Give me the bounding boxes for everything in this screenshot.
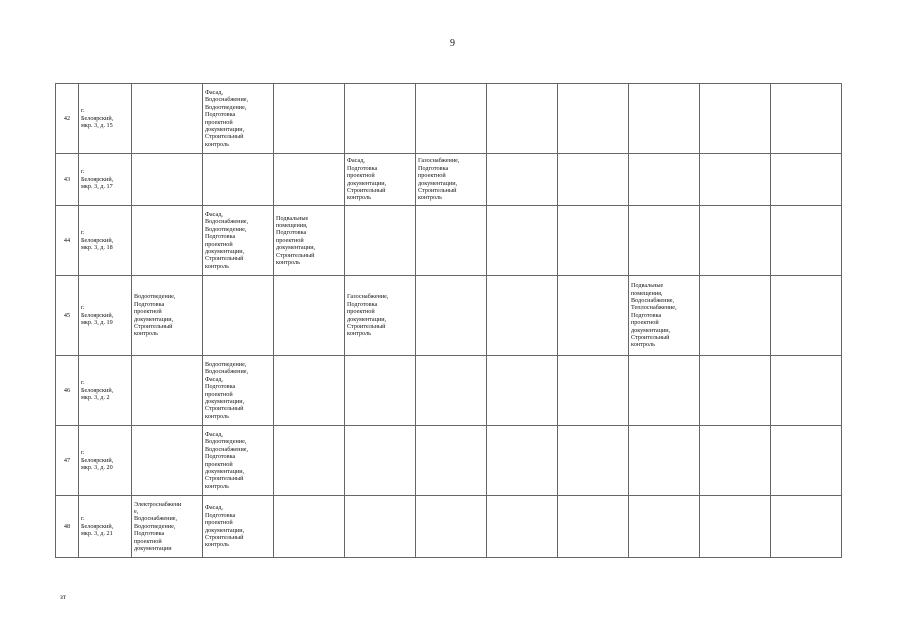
work-cell	[416, 356, 487, 426]
work-line: Водоснабжение,	[631, 296, 675, 304]
address-line: мкр. 3, д. 15	[81, 122, 113, 130]
table-row	[56, 84, 842, 154]
address-line: г.	[81, 229, 85, 237]
work-line: Фасад,	[205, 210, 223, 218]
address-cell	[79, 206, 132, 276]
work-cell	[416, 206, 487, 276]
work-cell	[132, 206, 203, 276]
work-cell	[700, 206, 771, 276]
address-cell	[79, 426, 132, 496]
work-cell	[345, 84, 416, 154]
address-line: Белоярский,	[81, 114, 114, 122]
work-line: Водоснабжение,	[205, 368, 249, 376]
work-line: Строительный	[134, 322, 173, 330]
work-cell	[700, 426, 771, 496]
work-cell	[629, 496, 700, 558]
work-line: проектной	[418, 172, 446, 180]
work-line: Строительный	[205, 255, 244, 263]
work-line: документации,	[205, 397, 245, 405]
work-line: документации,	[205, 526, 245, 534]
address-cell	[79, 276, 132, 356]
work-line: проектной	[205, 460, 233, 468]
work-line: Строительный	[418, 186, 457, 194]
work-line: Подготовка	[205, 383, 236, 391]
work-line: документации,	[205, 247, 245, 255]
row-number: 44	[56, 206, 79, 276]
address-cell	[79, 356, 132, 426]
address-line: мкр. 3, д. 18	[81, 244, 113, 252]
work-line: проектной	[347, 172, 375, 180]
work-line: Электроснабжени	[134, 500, 182, 508]
work-cell	[132, 154, 203, 206]
work-line: Газоснабжение,	[347, 293, 389, 301]
address-line: г.	[81, 449, 85, 457]
work-line: контроль	[347, 330, 371, 338]
work-cell	[132, 276, 203, 356]
work-line: контроль	[205, 140, 229, 148]
work-line: документации,	[134, 315, 174, 323]
row-number: 46	[56, 356, 79, 426]
work-line: контроль	[134, 330, 158, 338]
work-line: Водоотведение,	[205, 225, 247, 233]
address-line: Белоярский,	[81, 522, 114, 530]
work-line: Фасад,	[205, 504, 223, 512]
work-line: Подвальные	[276, 214, 309, 222]
work-line: Строительный	[205, 405, 244, 413]
work-cell	[629, 84, 700, 154]
work-line: Подготовка	[134, 300, 165, 308]
work-cell	[558, 356, 629, 426]
work-line: документации,	[631, 326, 671, 334]
table-row	[56, 356, 842, 426]
address-line: Белоярский,	[81, 456, 114, 464]
work-line: Подготовка	[631, 311, 662, 319]
address-line: Белоярский,	[81, 386, 114, 394]
work-line: Водоотведение,	[134, 293, 176, 301]
work-line: Строительный	[347, 186, 386, 194]
work-cell	[203, 276, 274, 356]
table-row	[56, 276, 842, 356]
work-cell	[132, 426, 203, 496]
work-cell	[629, 206, 700, 276]
work-cell	[487, 84, 558, 154]
work-cell	[274, 276, 345, 356]
work-line: Газоснабжение,	[418, 157, 460, 165]
work-cell	[700, 84, 771, 154]
work-cell	[487, 276, 558, 356]
work-line: проектной	[205, 118, 233, 126]
work-cell	[345, 356, 416, 426]
address-cell	[79, 496, 132, 558]
work-line: контроль	[205, 262, 229, 270]
work-line: Подготовка	[205, 233, 236, 241]
work-line: е,	[134, 507, 139, 515]
work-cell	[132, 84, 203, 154]
work-line: документации,	[205, 125, 245, 133]
address-line: г.	[81, 304, 85, 312]
work-line: контроль	[205, 482, 229, 490]
work-cell	[700, 154, 771, 206]
work-cell	[203, 356, 274, 426]
work-line: документации,	[276, 244, 316, 252]
address-line: мкр. 3, д. 19	[81, 319, 113, 327]
work-line: помещения,	[631, 289, 663, 297]
work-line: документации,	[418, 179, 458, 187]
work-line: проектной	[134, 537, 162, 545]
address-line: мкр. 3, д. 2	[81, 394, 110, 402]
work-cell	[558, 496, 629, 558]
work-cell	[416, 276, 487, 356]
work-line: документации	[134, 545, 172, 553]
work-line: Подготовка	[205, 111, 236, 119]
work-cell	[416, 496, 487, 558]
work-cell	[274, 426, 345, 496]
work-line: Фасад,	[205, 88, 223, 96]
work-cell	[274, 356, 345, 426]
work-line: Строительный	[631, 334, 670, 342]
work-cell	[345, 276, 416, 356]
work-cell	[629, 356, 700, 426]
work-cell	[771, 276, 842, 356]
work-cell	[345, 154, 416, 206]
work-cell	[203, 496, 274, 558]
address-line: г.	[81, 168, 85, 176]
work-line: Строительный	[276, 251, 315, 259]
work-cell	[487, 206, 558, 276]
work-cell	[416, 84, 487, 154]
work-line: Строительный	[205, 533, 244, 541]
work-cell	[629, 154, 700, 206]
address-cell	[79, 84, 132, 154]
work-line: контроль	[418, 194, 442, 202]
work-cell	[487, 496, 558, 558]
work-line: контроль	[205, 412, 229, 420]
work-line: Подготовка	[347, 164, 378, 172]
work-cell	[700, 276, 771, 356]
work-line: Водоснабжение,	[134, 515, 178, 523]
work-line: контроль	[631, 341, 655, 349]
work-line: Водоотведение,	[134, 522, 176, 530]
work-line: документации,	[347, 179, 387, 187]
address-cell	[79, 154, 132, 206]
row-number: 48	[56, 496, 79, 558]
work-cell	[274, 206, 345, 276]
row-number: 42	[56, 84, 79, 154]
work-cell	[345, 496, 416, 558]
work-line: Водоснабжение,	[205, 445, 249, 453]
work-cell	[345, 206, 416, 276]
address-line: Белоярский,	[81, 175, 114, 183]
work-line: Теплоснабжение,	[631, 304, 677, 312]
table-row	[56, 154, 842, 206]
table-row	[56, 496, 842, 558]
work-cell	[700, 496, 771, 558]
work-line: Подготовка	[418, 164, 449, 172]
work-line: Строительный	[347, 322, 386, 330]
work-cell	[132, 496, 203, 558]
work-line: помещения,	[276, 221, 308, 229]
row-number: 45	[56, 276, 79, 356]
work-line: проектной	[205, 519, 233, 527]
work-cell	[203, 426, 274, 496]
work-cell	[487, 154, 558, 206]
work-cell	[416, 426, 487, 496]
work-line: Подготовка	[134, 530, 165, 538]
work-cell	[558, 426, 629, 496]
address-line: мкр. 3, д. 20	[81, 464, 113, 472]
work-line: контроль	[276, 259, 300, 267]
work-cell	[771, 206, 842, 276]
work-line: Подготовка	[205, 511, 236, 519]
work-cell	[771, 356, 842, 426]
row-number: 47	[56, 426, 79, 496]
work-line: проектной	[631, 319, 659, 327]
work-cell	[771, 496, 842, 558]
work-line: Водоотведение,	[205, 360, 247, 368]
work-line: Подготовка	[276, 229, 307, 237]
work-cell	[203, 84, 274, 154]
work-cell	[558, 206, 629, 276]
work-cell	[416, 154, 487, 206]
address-line: Белоярский,	[81, 311, 114, 319]
work-line: контроль	[347, 194, 371, 202]
work-line: Фасад,	[205, 375, 223, 383]
work-cell	[558, 154, 629, 206]
work-line: проектной	[205, 390, 233, 398]
work-line: Строительный	[205, 133, 244, 141]
work-line: документации,	[205, 467, 245, 475]
work-line: проектной	[347, 308, 375, 316]
work-line: контроль	[205, 541, 229, 549]
address-line: Белоярский,	[81, 236, 114, 244]
address-line: г.	[81, 107, 85, 115]
work-line: Фасад,	[205, 430, 223, 438]
work-line: Подготовка	[347, 300, 378, 308]
row-number: 43	[56, 154, 79, 206]
work-cell	[203, 154, 274, 206]
work-line: проектной	[134, 308, 162, 316]
footer-mark: зт	[60, 593, 66, 601]
work-line: Водоотведение,	[205, 103, 247, 111]
work-cell	[274, 84, 345, 154]
work-cell	[345, 426, 416, 496]
work-line: документации,	[347, 315, 387, 323]
work-cell	[771, 426, 842, 496]
work-line: проектной	[276, 236, 304, 244]
work-line: Водоснабжение,	[205, 218, 249, 226]
work-cell	[771, 84, 842, 154]
work-cell	[487, 426, 558, 496]
table-row	[56, 206, 842, 276]
table-row	[56, 426, 842, 496]
work-line: Фасад,	[347, 157, 365, 165]
work-cell	[629, 426, 700, 496]
work-cell	[771, 154, 842, 206]
work-line: Строительный	[205, 475, 244, 483]
address-line: г.	[81, 379, 85, 387]
work-line: Водоотведение,	[205, 438, 247, 446]
work-line: Водоснабжение,	[205, 96, 249, 104]
work-line: Подготовка	[205, 453, 236, 461]
works-table	[55, 83, 842, 558]
address-line: г.	[81, 515, 85, 523]
work-cell	[558, 276, 629, 356]
work-cell	[700, 356, 771, 426]
work-line: проектной	[205, 240, 233, 248]
work-cell	[629, 276, 700, 356]
work-cell	[558, 84, 629, 154]
work-cell	[274, 496, 345, 558]
address-line: мкр. 3, д. 21	[81, 530, 113, 538]
work-cell	[274, 154, 345, 206]
address-line: мкр. 3, д. 17	[81, 183, 113, 191]
work-cell	[487, 356, 558, 426]
work-line: Подвальные	[631, 282, 664, 290]
work-cell	[203, 206, 274, 276]
page-number: 9	[450, 38, 455, 49]
work-cell	[132, 356, 203, 426]
